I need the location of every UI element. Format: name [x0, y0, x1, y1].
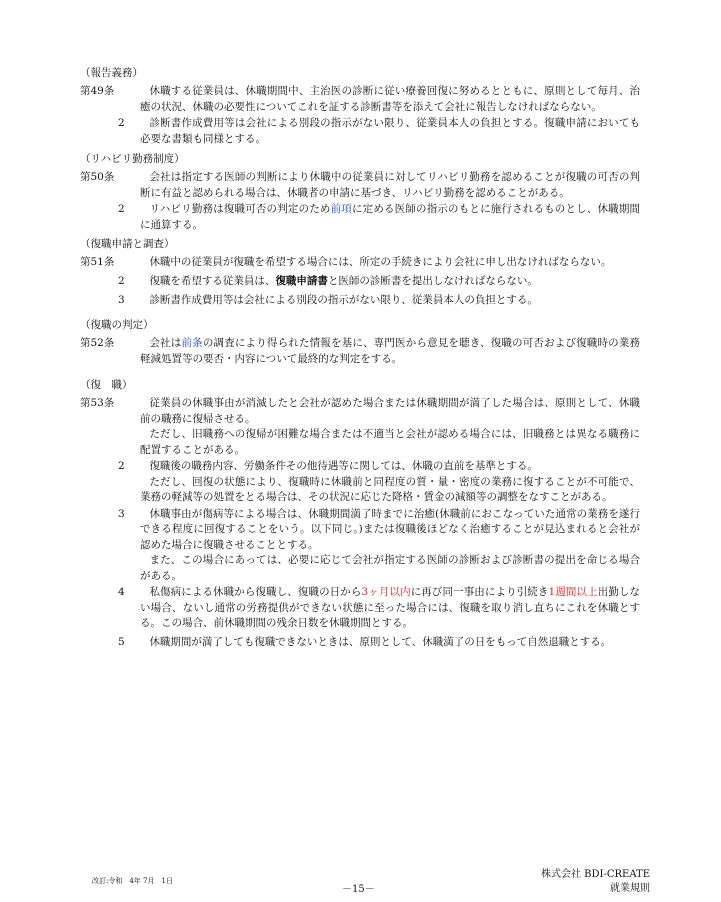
- text-segment: リハビリ勤務は復職可否の判定のため: [149, 203, 331, 215]
- company-name: 株式会社 BDI-CREATE: [541, 869, 650, 880]
- paragraph-number: 2: [118, 460, 125, 472]
- paragraph-number: 5: [118, 635, 125, 648]
- paragraph: [80, 116, 640, 147]
- text-segment: の調査により得られた情報を基に、専門医から意見を聴き、復職の可否および復職時の業務軽減処置等の要否・内容について最終的な判定をする。: [140, 337, 641, 365]
- paragraph-text: [140, 274, 640, 290]
- cross-reference-link[interactable]: 前条: [181, 337, 203, 349]
- cross-reference-link[interactable]: 前項: [330, 203, 352, 215]
- bold-term: 復職申請書: [275, 274, 328, 287]
- paragraph: [80, 507, 640, 554]
- article-number: 第52条: [80, 337, 115, 349]
- paragraph-text: 休職期間が満了しても復職できないときは、原則として、休職満了の日をもって自然退職とする。: [149, 635, 612, 648]
- paragraph: [80, 202, 640, 233]
- article-number: 第50条: [80, 171, 115, 183]
- paragraph-text: 復職後の職務内容、労働条件その他待遇等に関しては、休職の直前を基準とする。: [149, 460, 538, 472]
- text-segment: 出勤しない場合、ないし通常の労務提供ができない状態に至った場合には、復職を取り消し直ちにこれを休職とする。この場合、前休職期間の残余日数を休職期間とする。: [140, 586, 641, 629]
- text-segment: と医師の診断書を提出しなければならない。: [327, 274, 538, 287]
- article: [80, 336, 640, 367]
- section-heading: （復 職）: [80, 379, 133, 391]
- article: [80, 84, 640, 115]
- highlight-period: 1週間以上: [548, 586, 598, 598]
- article-text: [140, 336, 640, 367]
- article-proviso: ただし、旧職務への復帰が困難な場合または不適当と会社が認める場合には、旧職務とは異なる職務に配置することがある。: [140, 428, 640, 456]
- paragraph-text: 診断書作成費用等は会社による別段の指示がない限り、従業員本人の負担とする。復職申請においても必要な書類も同様とする。: [140, 117, 640, 145]
- paragraph-text: [140, 202, 640, 233]
- paragraph: [80, 293, 640, 309]
- section-heading: （復職申請と調査）: [80, 238, 175, 250]
- paragraph: [80, 459, 640, 475]
- text-segment: 復職を希望する従業員は、: [149, 274, 276, 287]
- text-segment: に再び同一事由により引続き: [410, 586, 549, 598]
- article-text: 休職する従業員は、休職期間中、主治医の診断に従い療養回復に努めるとともに、原則として毎月、治癒の状況、休職の必要性についてこれを証する診断書等を添えて会社に報告しなければならない。: [140, 85, 640, 113]
- section-article-52: [80, 318, 640, 367]
- paragraph-number: 3: [118, 294, 125, 306]
- text-segment: 私傷病による休職から復職し、復職の日から: [149, 586, 362, 598]
- article-text: 会社は指定する医師の判断により休職中の従業員に対してリハビリ勤務を認めることが復職の可否の判断に有益と認められる場合は、休職者の申請に基づき、リハビリ勤務を認めることがある。: [140, 171, 640, 199]
- section-article-51: [80, 237, 640, 309]
- section-heading: （リハビリ勤務制度）: [80, 153, 185, 165]
- paragraph-proviso: また、この場合にあっては、必要に応じて会社が指定する医師の診断および診断書の提出を命じる場合がある。: [140, 554, 640, 582]
- section-article-50: [80, 152, 640, 233]
- paragraph-number: 2: [118, 274, 125, 287]
- paragraph: [80, 635, 640, 651]
- paragraph-proviso: ただし、回復の状態により、復職時に休職前と同程度の質・量・密度の業務に復することが不可能で、業務の軽減等の処置をとる場合は、その状況に応じた降格・賃金の減額等の調整をなすことがある。: [140, 475, 640, 503]
- paragraph-number: 3: [118, 507, 125, 520]
- paragraph-number: 4: [118, 586, 125, 598]
- paragraph-number: 2: [118, 117, 125, 129]
- highlight-period: 3ヶ月以内: [361, 586, 411, 598]
- paragraph-text: 休職事由が傷病等による場合は、休職期間満了時までに治癒(休職前におこなっていた通常の業務を遂行できる程度に回復することをいう。以下同じ。)または復職後ほどなく治癒することが見込まれると会社が認めた場合に復職させることとする。: [140, 507, 640, 551]
- section-heading: （復職の判定）: [80, 319, 154, 331]
- document-title: 就業規則: [610, 883, 650, 894]
- page-number: －15－: [342, 884, 375, 895]
- section-heading: （報告義務）: [80, 67, 143, 79]
- paragraph: [80, 274, 640, 290]
- article-text: 従業員の休職事由が消滅したと会社が認めた場合または休職期間が満了した場合は、原則として、休職前の職務に復帰させる。: [140, 397, 640, 425]
- article: [80, 255, 640, 271]
- article-number: 第49条: [80, 85, 115, 97]
- article-text: 休職中の従業員が復職を希望する場合には、所定の手続きにより会社に申し出なければならない。: [149, 256, 612, 268]
- article: [80, 396, 640, 427]
- paragraph-text: [140, 585, 640, 632]
- paragraph-number: 2: [118, 203, 125, 215]
- revision-date: 改訂:令和 4年 7月 1日: [92, 877, 173, 885]
- article-number: 第51条: [80, 256, 115, 268]
- text-segment: に定める医師の指示のもとに施行されるものとし、休職期間に通算する。: [140, 203, 641, 231]
- article-number: 第53条: [80, 397, 115, 409]
- paragraph: [80, 585, 640, 632]
- article: [80, 170, 640, 201]
- footer-company-block: [520, 868, 650, 896]
- section-article-49: [80, 66, 640, 147]
- paragraph-text: 診断書作成費用等は会社による別段の指示がない限り、従業員本人の負担とする。: [149, 294, 538, 306]
- text-segment: 会社は: [149, 337, 182, 349]
- section-article-53: [80, 378, 640, 650]
